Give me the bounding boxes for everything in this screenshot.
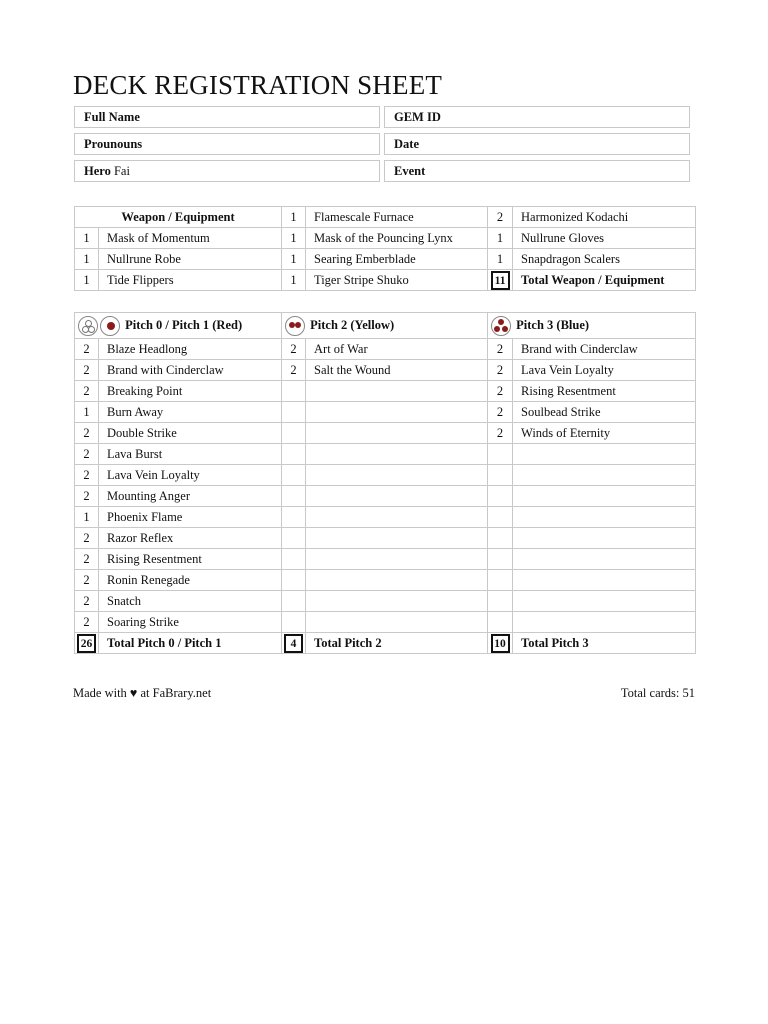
pitch-blue-label: Pitch 3 (Blue) [516, 317, 590, 332]
qty-cell: 1 [488, 249, 513, 270]
qty-cell [488, 465, 513, 486]
card-name-cell: Rising Resentment [513, 381, 696, 402]
card-name-cell: Art of War [306, 339, 488, 360]
hero-value: Fai [113, 164, 130, 178]
table-row [75, 528, 696, 549]
table-row [75, 507, 696, 528]
qty-cell: 1 [75, 507, 99, 528]
made-with-credit: Made with ♥ at FaBrary.net [73, 686, 212, 700]
card-name-cell: Double Strike [99, 423, 282, 444]
card-name-cell [513, 591, 696, 612]
pitch-red-total-label: Total Pitch 0 / Pitch 1 [99, 633, 282, 654]
pitch-zero-icon [78, 316, 98, 336]
table-row [75, 423, 696, 444]
total-box: 26 [77, 634, 96, 653]
pitch-three-icon [491, 316, 511, 336]
table-row [75, 249, 696, 270]
qty-cell [488, 612, 513, 633]
qty-cell [282, 402, 306, 423]
qty-cell: 2 [75, 549, 99, 570]
total-cards: Total cards: 51 [620, 686, 695, 700]
hero-label: Hero [84, 164, 111, 178]
table-row [75, 591, 696, 612]
card-name-cell [306, 423, 488, 444]
table-row [75, 465, 696, 486]
table-row [75, 207, 696, 228]
equipment-total-label: Total Weapon / Equipment [513, 270, 696, 291]
card-name-cell: Lava Burst [99, 444, 282, 465]
card-name-cell [513, 570, 696, 591]
total-box: 11 [491, 271, 510, 290]
total-box: 10 [491, 634, 510, 653]
equipment-total-qty [488, 270, 513, 291]
card-name-cell [306, 486, 488, 507]
qty-cell [282, 528, 306, 549]
card-name-cell: Lava Vein Loyalty [99, 465, 282, 486]
qty-cell: 2 [75, 612, 99, 633]
qty-cell [488, 507, 513, 528]
qty-cell: 2 [75, 381, 99, 402]
pitch-total-row [75, 633, 696, 654]
qty-cell [488, 549, 513, 570]
card-name-cell: Brand with Cinderclaw [513, 339, 696, 360]
pitch-yellow-total-qty [282, 633, 306, 654]
qty-cell [488, 570, 513, 591]
qty-cell [282, 591, 306, 612]
card-name-cell [306, 444, 488, 465]
qty-cell: 2 [75, 570, 99, 591]
qty-cell [282, 549, 306, 570]
qty-cell: 1 [488, 228, 513, 249]
full-name-field[interactable] [74, 106, 380, 128]
qty-cell: 2 [488, 423, 513, 444]
pitch-red-label: Pitch 0 / Pitch 1 (Red) [125, 317, 243, 332]
card-name-cell: Ronin Renegade [99, 570, 282, 591]
card-name-cell: Rising Resentment [99, 549, 282, 570]
qty-cell: 1 [282, 270, 306, 291]
qty-cell [282, 507, 306, 528]
card-name-cell: Snatch [99, 591, 282, 612]
qty-cell [282, 465, 306, 486]
pitch-blue-header [488, 313, 696, 339]
qty-cell [282, 486, 306, 507]
qty-cell [282, 381, 306, 402]
pitch-blue-total-label: Total Pitch 3 [513, 633, 696, 654]
pronouns-label: Prounouns [84, 137, 143, 151]
full-name-label: Full Name [84, 110, 140, 124]
pitch-header-row [75, 313, 696, 339]
table-row [75, 339, 696, 360]
table-row [75, 228, 696, 249]
card-name-cell: Flamescale Furnace [306, 207, 488, 228]
qty-cell [488, 486, 513, 507]
table-row [75, 270, 696, 291]
card-name-cell: Searing Emberblade [306, 249, 488, 270]
qty-cell: 2 [488, 381, 513, 402]
pitch-one-icon [100, 316, 120, 336]
qty-cell: 1 [282, 249, 306, 270]
qty-cell: 1 [75, 402, 99, 423]
qty-cell: 2 [75, 339, 99, 360]
card-name-cell: Phoenix Flame [99, 507, 282, 528]
pitch-yellow-total-label: Total Pitch 2 [306, 633, 488, 654]
table-row [75, 444, 696, 465]
card-name-cell [513, 465, 696, 486]
qty-cell [282, 570, 306, 591]
qty-cell: 2 [75, 486, 99, 507]
date-field[interactable] [384, 133, 690, 155]
total-box: 4 [284, 634, 303, 653]
card-name-cell [306, 528, 488, 549]
qty-cell [282, 423, 306, 444]
card-name-cell [306, 507, 488, 528]
card-name-cell: Harmonized Kodachi [513, 207, 696, 228]
pitch-red-total-qty [75, 633, 99, 654]
card-name-cell [306, 381, 488, 402]
card-name-cell: Winds of Eternity [513, 423, 696, 444]
card-name-cell: Blaze Headlong [99, 339, 282, 360]
card-name-cell: Tiger Stripe Shuko [306, 270, 488, 291]
table-row [75, 486, 696, 507]
qty-cell: 1 [282, 228, 306, 249]
card-name-cell: Brand with Cinderclaw [99, 360, 282, 381]
card-name-cell: Nullrune Gloves [513, 228, 696, 249]
card-name-cell [306, 465, 488, 486]
card-name-cell: Tide Flippers [99, 270, 282, 291]
card-name-cell [513, 507, 696, 528]
card-name-cell [306, 570, 488, 591]
pitch-blue-total-qty [488, 633, 513, 654]
hero-field[interactable] [74, 160, 380, 182]
table-row [75, 402, 696, 423]
qty-cell: 1 [282, 207, 306, 228]
qty-cell: 2 [488, 339, 513, 360]
qty-cell: 2 [75, 360, 99, 381]
card-name-cell [306, 591, 488, 612]
pitch-two-icon [285, 316, 305, 336]
qty-cell: 2 [282, 339, 306, 360]
card-name-cell: Mask of Momentum [99, 228, 282, 249]
qty-cell: 2 [75, 591, 99, 612]
qty-cell: 2 [488, 360, 513, 381]
table-row [75, 381, 696, 402]
card-name-cell [306, 402, 488, 423]
card-name-cell: Razor Reflex [99, 528, 282, 549]
qty-cell: 1 [75, 249, 99, 270]
gem-id-field[interactable] [384, 106, 690, 128]
pronouns-field[interactable] [74, 133, 380, 155]
page-title: DECK REGISTRATION SHEET [73, 70, 443, 100]
gem-id-label: GEM ID [394, 110, 441, 124]
card-name-cell [306, 612, 488, 633]
event-field[interactable] [384, 160, 690, 182]
pitch-yellow-header [282, 313, 488, 339]
qty-cell [282, 444, 306, 465]
qty-cell: 2 [488, 402, 513, 423]
qty-cell: 2 [488, 207, 513, 228]
card-name-cell: Mounting Anger [99, 486, 282, 507]
player-info-section [74, 106, 690, 187]
qty-cell: 2 [75, 528, 99, 549]
card-name-cell: Salt the Wound [306, 360, 488, 381]
qty-cell [488, 528, 513, 549]
qty-cell: 2 [75, 444, 99, 465]
card-name-cell: Lava Vein Loyalty [513, 360, 696, 381]
table-row [75, 360, 696, 381]
card-name-cell: Mask of the Pouncing Lynx [306, 228, 488, 249]
card-name-cell: Burn Away [99, 402, 282, 423]
qty-cell: 2 [75, 423, 99, 444]
date-label: Date [394, 137, 419, 151]
card-name-cell [513, 444, 696, 465]
qty-cell [282, 612, 306, 633]
card-name-cell [513, 486, 696, 507]
qty-cell: 2 [75, 465, 99, 486]
equipment-header: Weapon / Equipment [75, 207, 282, 228]
equipment-table [74, 206, 696, 291]
card-name-cell [513, 528, 696, 549]
card-name-cell: Snapdragon Scalers [513, 249, 696, 270]
table-row [75, 549, 696, 570]
pitch-red-header [75, 313, 282, 339]
event-label: Event [394, 164, 426, 178]
qty-cell: 1 [75, 270, 99, 291]
card-name-cell: Soaring Strike [99, 612, 282, 633]
card-name-cell [513, 612, 696, 633]
qty-cell [488, 444, 513, 465]
card-name-cell [306, 549, 488, 570]
card-name-cell [513, 549, 696, 570]
qty-cell: 1 [75, 228, 99, 249]
pitch-table [74, 312, 696, 654]
table-row [75, 570, 696, 591]
card-name-cell: Soulbead Strike [513, 402, 696, 423]
card-name-cell: Breaking Point [99, 381, 282, 402]
qty-cell: 2 [282, 360, 306, 381]
table-row [75, 612, 696, 633]
qty-cell [488, 591, 513, 612]
pitch-yellow-label: Pitch 2 (Yellow) [310, 317, 395, 332]
card-name-cell: Nullrune Robe [99, 249, 282, 270]
